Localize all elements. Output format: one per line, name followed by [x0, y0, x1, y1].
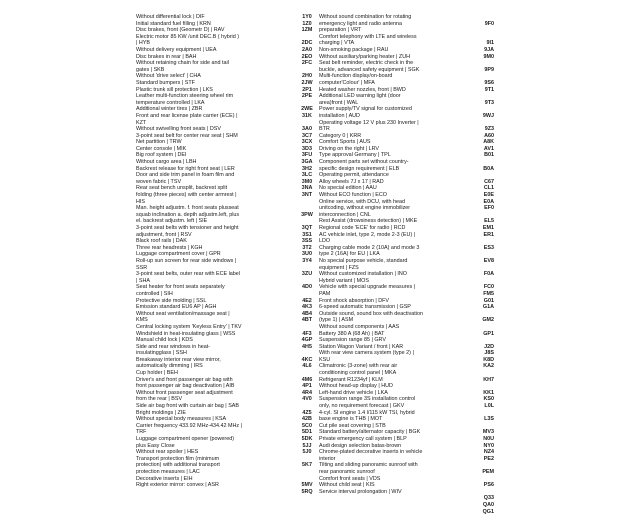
equipment-code: 5MV	[301, 482, 313, 489]
equipment-code: 3D3	[302, 145, 312, 152]
equipment-line: protection) with additional transport	[136, 462, 220, 469]
equipment-code	[296, 120, 318, 127]
equipment-line: Center console | MIK	[136, 145, 187, 152]
equipment-code: E0E	[483, 192, 494, 199]
equipment-code	[472, 14, 494, 21]
equipment-code: QA0	[482, 501, 494, 508]
equipment-line: Without child seat | KIS	[319, 482, 375, 489]
equipment-code	[296, 100, 318, 107]
equipment-line: unitcoding, without engine immobilizer	[319, 205, 411, 212]
equipment-line: adjustment, front | RSV	[136, 231, 192, 238]
equipment-line: With rear view camera system (type 2) |	[319, 350, 414, 357]
equipment-code: E0A	[483, 198, 494, 205]
equipment-code: J2D	[484, 343, 494, 350]
middle-code-column	[296, 14, 318, 495]
equipment-code: 5D1	[302, 429, 312, 436]
equipment-code: 3M0	[301, 178, 313, 185]
equipment-line: Without rear spoiler | HES	[136, 449, 199, 456]
equipment-code: CL1	[483, 185, 494, 192]
equipment-line: Without sound combination for rotating	[319, 14, 412, 20]
equipment-code: 2WE	[301, 106, 313, 113]
equipment-code: 4P1	[302, 383, 312, 390]
equipment-code: 9T3	[484, 99, 494, 106]
equipment-code: EL5	[484, 218, 494, 225]
equipment-line: 3-point seat belts, outer rear with ECE label	[136, 271, 240, 278]
equipment-line: 3-point seat belt for center rear seat | SHM	[136, 132, 238, 139]
equipment-code	[296, 205, 318, 212]
equipment-line: No special edition | AAU	[319, 185, 377, 192]
equipment-line: Side and rear windows in heat-	[136, 343, 211, 350]
equipment-line: | SHA	[136, 277, 150, 284]
equipment-line: Standard battery/alternator capacity | BGK	[319, 429, 421, 436]
equipment-code: 4BT	[301, 317, 313, 324]
equipment-line: Disc brakes, front (Geometr D) | RAV	[136, 27, 225, 34]
equipment-line: Without 'drive select' | CHA	[136, 73, 201, 80]
equipment-line: folding (three pieces) with center armrest |	[136, 192, 237, 199]
equipment-line: Left-hand drive vehicle | LKA	[319, 389, 388, 396]
equipment-code: 3LC	[301, 172, 313, 179]
equipment-line: Door and side trim panel in foam film and	[136, 172, 235, 179]
equipment-code: KK1	[483, 389, 494, 396]
equipment-line: Comfort front seats | VDS	[319, 475, 381, 482]
equipment-code: 4Z5	[302, 409, 312, 416]
equipment-line: gates | SKB	[136, 66, 165, 73]
equipment-line: Regional code 'ECE' for radio | RCD	[319, 225, 406, 231]
equipment-line: SSR	[136, 264, 148, 271]
equipment-code: ER1	[483, 231, 494, 238]
equipment-line: Side air bag front with curtain air bag | SAB	[136, 403, 239, 410]
equipment-code: 4E2	[302, 297, 312, 304]
equipment-line: KSU	[319, 356, 331, 363]
equipment-line: temperature controlled | LKA	[136, 99, 205, 106]
equipment-line: from the rear | BSV	[136, 396, 183, 403]
equipment-line: Audi design selection batas-brown	[319, 442, 402, 449]
equipment-line: Tilting and sliding panoramic sunroof with	[319, 462, 418, 469]
equipment-code: G1A	[482, 304, 494, 311]
equipment-code	[296, 218, 318, 225]
equipment-line: charging | VTA	[319, 40, 355, 47]
equipment-code: 3Y4	[302, 257, 312, 264]
equipment-code	[472, 476, 494, 483]
equipment-code: PE2	[483, 455, 494, 462]
equipment-code	[296, 456, 318, 463]
equipment-line: Central locking system 'Keyless Entry' | TKV	[136, 323, 242, 330]
equipment-line: type 2 (16A) for EU | LKA	[319, 251, 380, 258]
right-code-column	[472, 14, 494, 515]
equipment-line: Additional winter tires | ZBR	[136, 106, 203, 113]
equipment-line: buckle, advanced safety equipment | SGK	[319, 66, 420, 73]
equipment-line: Heated washer nozzles, front | BWD	[319, 86, 406, 93]
equipment-line: Without front passenger seat adjustment	[136, 389, 233, 396]
equipment-code: PEM	[482, 468, 494, 475]
equipment-line: installation | AUD	[319, 112, 360, 119]
equipment-code	[472, 73, 494, 80]
equipment-code: 3H2	[302, 165, 312, 172]
equipment-line: specific design requirement | ELB	[319, 165, 400, 172]
equipment-code: 4B4	[302, 310, 312, 317]
equipment-line: Climatronic (3-zone) with rear air	[319, 363, 398, 370]
equipment-line: Without swivelling front seats | DSV	[136, 126, 221, 133]
equipment-code	[472, 251, 494, 258]
equipment-line: automatically dimming | IRS	[136, 363, 203, 370]
equipment-code: 2EO	[301, 53, 313, 60]
equipment-line: plus Easy Close	[136, 442, 175, 449]
equipment-line: base engine is THB | MOT	[319, 416, 383, 423]
equipment-code: EM1	[482, 225, 494, 231]
equipment-code: EF0	[484, 205, 494, 212]
equipment-code: 2FC	[301, 60, 313, 67]
equipment-line: Without head-up display | HUD	[319, 383, 393, 390]
equipment-code	[472, 311, 494, 318]
equipment-line: Luggage compartment cover | GPR	[136, 251, 221, 258]
equipment-code	[472, 34, 494, 41]
equipment-code	[472, 60, 494, 67]
equipment-code: 9P9	[484, 66, 494, 73]
equipment-code	[472, 462, 494, 469]
equipment-line: KMS	[136, 317, 148, 324]
equipment-line: Operating permit, attendance	[319, 172, 389, 179]
equipment-line: Without differential lock | DIF	[136, 14, 205, 20]
equipment-code: 5JJ	[302, 442, 312, 449]
equipment-line: rear panoramic sunroof	[319, 468, 375, 475]
equipment-code: 1ZM	[301, 27, 313, 34]
equipment-code: KS0	[483, 396, 494, 403]
equipment-code	[472, 383, 494, 390]
equipment-line: LDO	[319, 238, 331, 245]
equipment-code: 4KC	[301, 356, 313, 363]
equipment-line: preparation | VRT	[319, 27, 362, 34]
equipment-line: Service interval prolongation | WIV	[319, 488, 402, 495]
equipment-line: Roll-up sun screen for rear side windows |	[136, 257, 237, 264]
equipment-code: 3QT	[301, 225, 313, 231]
equipment-line: Additional LED warning light (door	[319, 93, 401, 100]
equipment-line: Refrigerant R1234yf | KLM	[319, 376, 383, 383]
equipment-line: Cut pile seat covering | STB	[319, 422, 386, 429]
equipment-line: Cup holder | BEH	[136, 370, 178, 377]
equipment-code: 42B	[302, 416, 312, 423]
equipment-code: 2DC	[301, 40, 313, 47]
equipment-code: L3S	[484, 416, 494, 423]
equipment-code: 4M6	[301, 376, 313, 383]
equipment-code: 9M0	[483, 53, 494, 60]
equipment-line: computer'Colour' | MFA	[319, 79, 375, 86]
equipment-line: Windshield in heat-insulating glass | WSS	[136, 330, 236, 337]
equipment-code: 4R4	[302, 389, 312, 396]
equipment-line: Station Wagon Variant / front | KAR	[319, 343, 404, 350]
equipment-code: 9T1	[484, 86, 494, 93]
equipment-code	[472, 278, 494, 285]
equipment-line: Driver's and front passenger air bag with	[136, 376, 233, 383]
equipment-code	[472, 489, 494, 496]
equipment-line: HIS	[136, 198, 145, 205]
equipment-code	[472, 172, 494, 179]
equipment-code	[296, 278, 318, 285]
equipment-code: KH7	[483, 376, 494, 383]
equipment-code: 4V0	[302, 396, 312, 403]
equipment-line: 4-cyl. SI engine 1.4 l/115 kW TSI, hybrid	[319, 409, 415, 416]
equipment-code: AV1	[483, 145, 494, 152]
equipment-line: Carrier frequency 433.92 MHz-434.42 MHz |	[136, 422, 242, 429]
equipment-code: 5DK	[301, 436, 313, 442]
equipment-code	[296, 265, 318, 272]
equipment-line: Without retaining chain for side and tail	[136, 60, 229, 67]
equipment-line: Charging cable mode 2 (10A) and mode 3	[319, 244, 420, 251]
equipment-code	[472, 27, 494, 34]
equipment-code: 3NA	[301, 185, 313, 192]
equipment-line: Online service, with DCU, with head	[319, 198, 405, 205]
equipment-code	[472, 410, 494, 417]
equipment-code	[296, 34, 318, 41]
equipment-code: 3CX	[301, 139, 313, 146]
equipment-code: MV3	[482, 429, 494, 436]
equipment-line: Right exterior mirror: convex | ASR	[136, 482, 219, 489]
equipment-line: Three rear headrests | KGH	[136, 244, 203, 251]
equipment-line: (type 1) | ASM	[319, 317, 354, 324]
equipment-code: GM2	[482, 317, 494, 324]
equipment-line: TRF	[136, 429, 147, 436]
equipment-code: 9Z3	[484, 126, 494, 133]
equipment-code: 2JW	[301, 79, 313, 86]
equipment-line: equipment | FZS	[319, 264, 359, 271]
equipment-code: NZ4	[483, 449, 494, 456]
equipment-line: Without ECO function | ECO	[319, 192, 387, 199]
equipment-line: 3-point seat belts with tensioner and height	[136, 225, 239, 231]
equipment-line: PAM	[319, 290, 331, 297]
equipment-line: KZT	[136, 119, 147, 126]
equipment-line: Hybrid variant | MOS	[319, 277, 369, 284]
equipment-line: Black roof rails | DAK	[136, 238, 187, 245]
equipment-code	[296, 476, 318, 483]
equipment-code: EV8	[483, 257, 494, 264]
equipment-code: B01	[484, 152, 494, 159]
equipment-code: 5C0	[302, 422, 312, 429]
equipment-code: 2H0	[302, 73, 312, 80]
equipment-line: Component parts set without country-	[319, 159, 409, 166]
middle-equipment-column	[319, 14, 469, 495]
equipment-line: Power supply/TV signal for customized	[319, 106, 412, 113]
equipment-code: 5RQ	[301, 488, 313, 495]
equipment-line: area)front | WAL	[319, 99, 359, 106]
equipment-line: Electric motor 85 KW /unit DEC.B ( hybrid )	[136, 33, 240, 40]
equipment-line: Without customized installation | INO	[319, 271, 407, 278]
equipment-code: 3C7	[302, 132, 312, 139]
equipment-line: controlled | SIH	[136, 290, 173, 297]
equipment-line: Backrest release for right front seat | LER	[136, 165, 235, 172]
equipment-code	[296, 370, 318, 377]
equipment-code: C67	[484, 178, 494, 185]
equipment-line: Decorative inserts | EIH	[136, 475, 193, 482]
equipment-line: Front shock absorption | DFV	[319, 297, 390, 304]
equipment-code	[296, 403, 318, 410]
equipment-code: 9I1	[486, 40, 494, 47]
equipment-code: 1Z0	[302, 20, 312, 27]
equipment-line: Protective side molding | SSL	[136, 297, 207, 304]
equipment-code: FC0	[483, 284, 494, 291]
equipment-code: 1Y0	[302, 14, 312, 20]
equipment-code: 9S6	[484, 79, 494, 86]
equipment-code: 5K7	[302, 462, 312, 469]
equipment-line: Private emergency call system | BLP	[319, 436, 407, 442]
equipment-line: Comfort Sports | AUS	[319, 139, 371, 146]
equipment-line: Standard bumpers | STF	[136, 79, 195, 86]
equipment-line: insulatingglass | SSH	[136, 350, 187, 357]
equipment-code: 3T2	[302, 244, 312, 251]
equipment-line: el. backrest adjustm. left | SIE	[136, 218, 208, 225]
equipment-code: PS6	[483, 482, 494, 489]
equipment-line: Breakaway interior rear view mirror,	[136, 356, 221, 363]
equipment-code: 4L6	[302, 363, 312, 370]
equipment-code: 3U0	[302, 251, 312, 258]
equipment-line: Plastic trunk sill protection | LKS	[136, 86, 213, 93]
equipment-line: Bright moldings | ZIE	[136, 409, 186, 416]
equipment-code	[472, 238, 494, 245]
equipment-code: 3NT	[301, 192, 313, 199]
equipment-code: 4F3	[302, 330, 312, 337]
equipment-line: Driving on the right | LRV	[319, 145, 380, 152]
equipment-line: Transport protection film (minimum	[136, 455, 220, 462]
left-equipment-column	[136, 14, 306, 489]
equipment-line: interconnection | CNL	[319, 211, 371, 218]
equipment-line: Chrome-plated decorative inserts in vehicle	[319, 449, 423, 456]
equipment-code	[472, 370, 494, 377]
equipment-code: NY0	[483, 442, 494, 449]
equipment-line: Without seat ventilation/massage seat |	[136, 310, 230, 317]
equipment-line: Suspension range 85 | GRV	[319, 337, 386, 344]
equipment-line: Initial standard fuel filling | KRN	[136, 20, 211, 27]
equipment-code: ES3	[483, 244, 494, 251]
equipment-code	[296, 469, 318, 476]
equipment-code	[472, 324, 494, 331]
equipment-code	[472, 159, 494, 166]
equipment-code: A60	[484, 132, 494, 139]
equipment-code: B0A	[483, 165, 494, 172]
equipment-code: FM5	[483, 290, 494, 297]
equipment-code	[296, 291, 318, 298]
equipment-code: 3SS	[301, 238, 313, 245]
equipment-line: Without sound components | AAS	[319, 323, 400, 330]
equipment-line: Rest Assist (drowsiness detection) | MKE	[319, 218, 418, 225]
equipment-line: Big roof system | DEI	[136, 152, 187, 159]
equipment-line: Net partition | TRW	[136, 139, 182, 146]
equipment-code	[472, 106, 494, 113]
equipment-line: Alloy wheels 7J x 17 | RAD	[319, 178, 384, 185]
equipment-code	[472, 423, 494, 430]
equipment-line: Outside sound, sound box with deactivation	[319, 310, 423, 317]
equipment-code	[472, 337, 494, 344]
equipment-code: N0U	[483, 436, 494, 442]
equipment-code: GP1	[483, 330, 494, 337]
equipment-code	[472, 265, 494, 272]
equipment-code: 9JA	[484, 46, 494, 53]
equipment-line: Front and rear license plate carrier (ECE) |	[136, 112, 238, 119]
equipment-line: Manual child lock | KDS	[136, 337, 193, 344]
equipment-code: Q33	[483, 495, 494, 502]
equipment-code: K8D	[483, 356, 494, 363]
equipment-code: J8S	[484, 350, 494, 357]
equipment-code: 3A0	[302, 126, 312, 133]
equipment-code: F0A	[483, 271, 494, 278]
equipment-line: AC vehicle inlet, type 2, mode 2-3 (EU) |	[319, 231, 416, 238]
equipment-line: Seat belt reminder, electric check in the	[319, 60, 414, 67]
equipment-line: 6-speed automatic transmission | GSP	[319, 304, 411, 311]
equipment-code	[472, 120, 494, 127]
equipment-line: Operating voltage 12 V plus 230 Inverter |	[319, 119, 419, 126]
equipment-line: Man. height adjustm. f. front seats plusseat	[136, 205, 239, 212]
equipment-code: A8K	[483, 139, 494, 146]
equipment-line: conditioning control panel | MKA	[319, 370, 397, 377]
equipment-line: BTR	[319, 126, 330, 133]
equipment-line: Luggage compartment opener (powered)	[136, 436, 234, 442]
equipment-line: woven fabric | TSV	[136, 178, 182, 185]
equipment-line: Leather multi-function steering wheel rim	[136, 93, 234, 100]
equipment-line: Non-smoking package | RAU	[319, 46, 389, 53]
equipment-code	[296, 199, 318, 206]
equipment-line: Vehicle with special upgrade measures |	[319, 284, 416, 291]
equipment-code: 9F0	[484, 20, 494, 27]
equipment-code	[296, 67, 318, 74]
equipment-line: Type approval Germany | TPL	[319, 152, 391, 159]
equipment-line: Emission standard EU6 AP | AGH	[136, 304, 217, 311]
equipment-line: Category 0 | KRR	[319, 132, 362, 139]
equipment-line: front passenger air bag deactivation | AIB	[136, 383, 235, 390]
equipment-line: Disc brakes in rear | BAH	[136, 53, 197, 60]
equipment-code: 4K3	[302, 304, 312, 311]
equipment-code: 3FU	[301, 152, 313, 159]
equipment-line: interior	[319, 455, 336, 462]
equipment-code: 9WJ	[482, 112, 494, 119]
equipment-code: KA2	[483, 363, 494, 370]
equipment-line: Comfort telephony with LTE and wireless	[319, 33, 417, 40]
equipment-line: squab inclination a. depth adjustm.left, plus	[136, 211, 240, 218]
equipment-line: protection measures | LAC	[136, 468, 200, 475]
equipment-code: 2A0	[302, 46, 312, 53]
equipment-line: | HYB	[136, 40, 150, 47]
equipment-code: L0L	[484, 403, 494, 410]
equipment-line: Battery 380 A (68 Ah) | BAT	[319, 330, 385, 337]
equipment-line: only, no requirement forecast | GKV	[319, 403, 405, 410]
equipment-line: No special purpose vehicle, standard	[319, 257, 408, 264]
equipment-code: 31K	[302, 112, 312, 119]
equipment-code: 4D0	[302, 284, 312, 291]
equipment-line: Without delivery equipment | UEA	[136, 46, 217, 53]
equipment-code: 2PE	[301, 93, 313, 100]
equipment-line: Without special body measures | KSA	[136, 416, 227, 423]
equipment-code: 4H5	[302, 343, 312, 350]
equipment-line: Rear seat bench unsplit, backrest split	[136, 185, 228, 192]
equipment-code: 3GA	[301, 159, 313, 166]
equipment-code	[472, 93, 494, 100]
equipment-line: Suspension range 3S installation control	[319, 396, 416, 403]
equipment-line: Without cargo area | LBH	[136, 159, 197, 166]
equipment-code: QG1	[482, 508, 494, 515]
equipment-code: G01	[483, 297, 494, 304]
equipment-line: Seat heater for front seats separately	[136, 284, 225, 291]
equipment-code: 5J0	[302, 449, 312, 456]
equipment-code: 2P1	[302, 86, 312, 93]
equipment-code: 3S1	[302, 231, 312, 238]
equipment-code	[472, 212, 494, 219]
equipment-line: emergency light and radio antenna	[319, 20, 403, 27]
equipment-line: Without auxiliary/parking heater | ZUH	[319, 53, 410, 60]
equipment-code: 3PW	[301, 211, 313, 218]
equipment-code	[296, 324, 318, 331]
equipment-code: 4GP	[301, 337, 313, 344]
equipment-code: 3ZU	[301, 271, 313, 278]
equipment-line: Multi-function display/on-board	[319, 73, 393, 80]
equipment-code	[296, 350, 318, 357]
